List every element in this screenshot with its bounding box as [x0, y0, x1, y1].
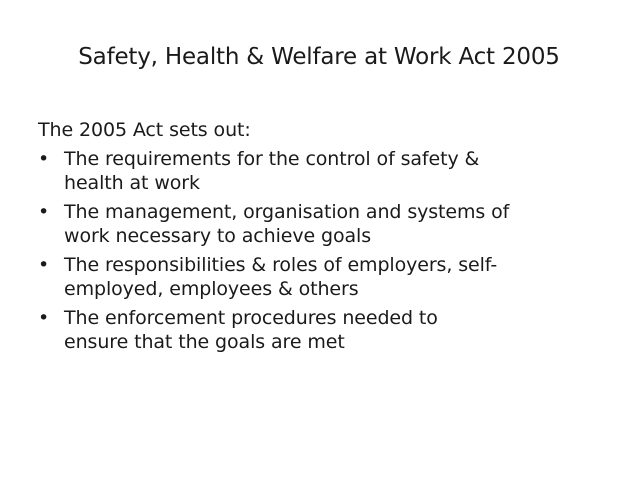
bullet-line: ensure that the goals are met — [64, 331, 345, 353]
slide-body — [38, 118, 613, 359]
bullet-text — [64, 253, 613, 302]
bullet-icon: • — [38, 147, 50, 170]
bullet-list — [38, 147, 613, 355]
slide-title: Safety, Health & Welfare at Work Act 2005 — [78, 44, 560, 70]
intro-text: The 2005 Act sets out: — [38, 119, 251, 141]
bullet-text — [64, 147, 613, 196]
bullet-line: The enforcement procedures needed to — [64, 306, 438, 329]
bullet-item — [38, 200, 613, 249]
bullet-item — [38, 306, 613, 355]
bullet-text — [64, 306, 613, 355]
bullet-item — [38, 253, 613, 302]
bullet-line: work necessary to achieve goals — [64, 225, 372, 247]
bullet-text — [64, 200, 613, 249]
bullet-icon: • — [38, 253, 50, 276]
bullet-line: The requirements for the control of safety & — [64, 147, 480, 170]
bullet-icon: • — [38, 200, 50, 223]
bullet-icon: • — [38, 306, 50, 329]
bullet-line: employed, employees & others — [64, 278, 359, 300]
bullet-item — [38, 147, 613, 196]
bullet-line: The management, organisation and systems of — [64, 200, 510, 223]
bullet-line: The responsibilities & roles of employers, self- — [64, 253, 498, 276]
bullet-line: health at work — [64, 172, 200, 194]
